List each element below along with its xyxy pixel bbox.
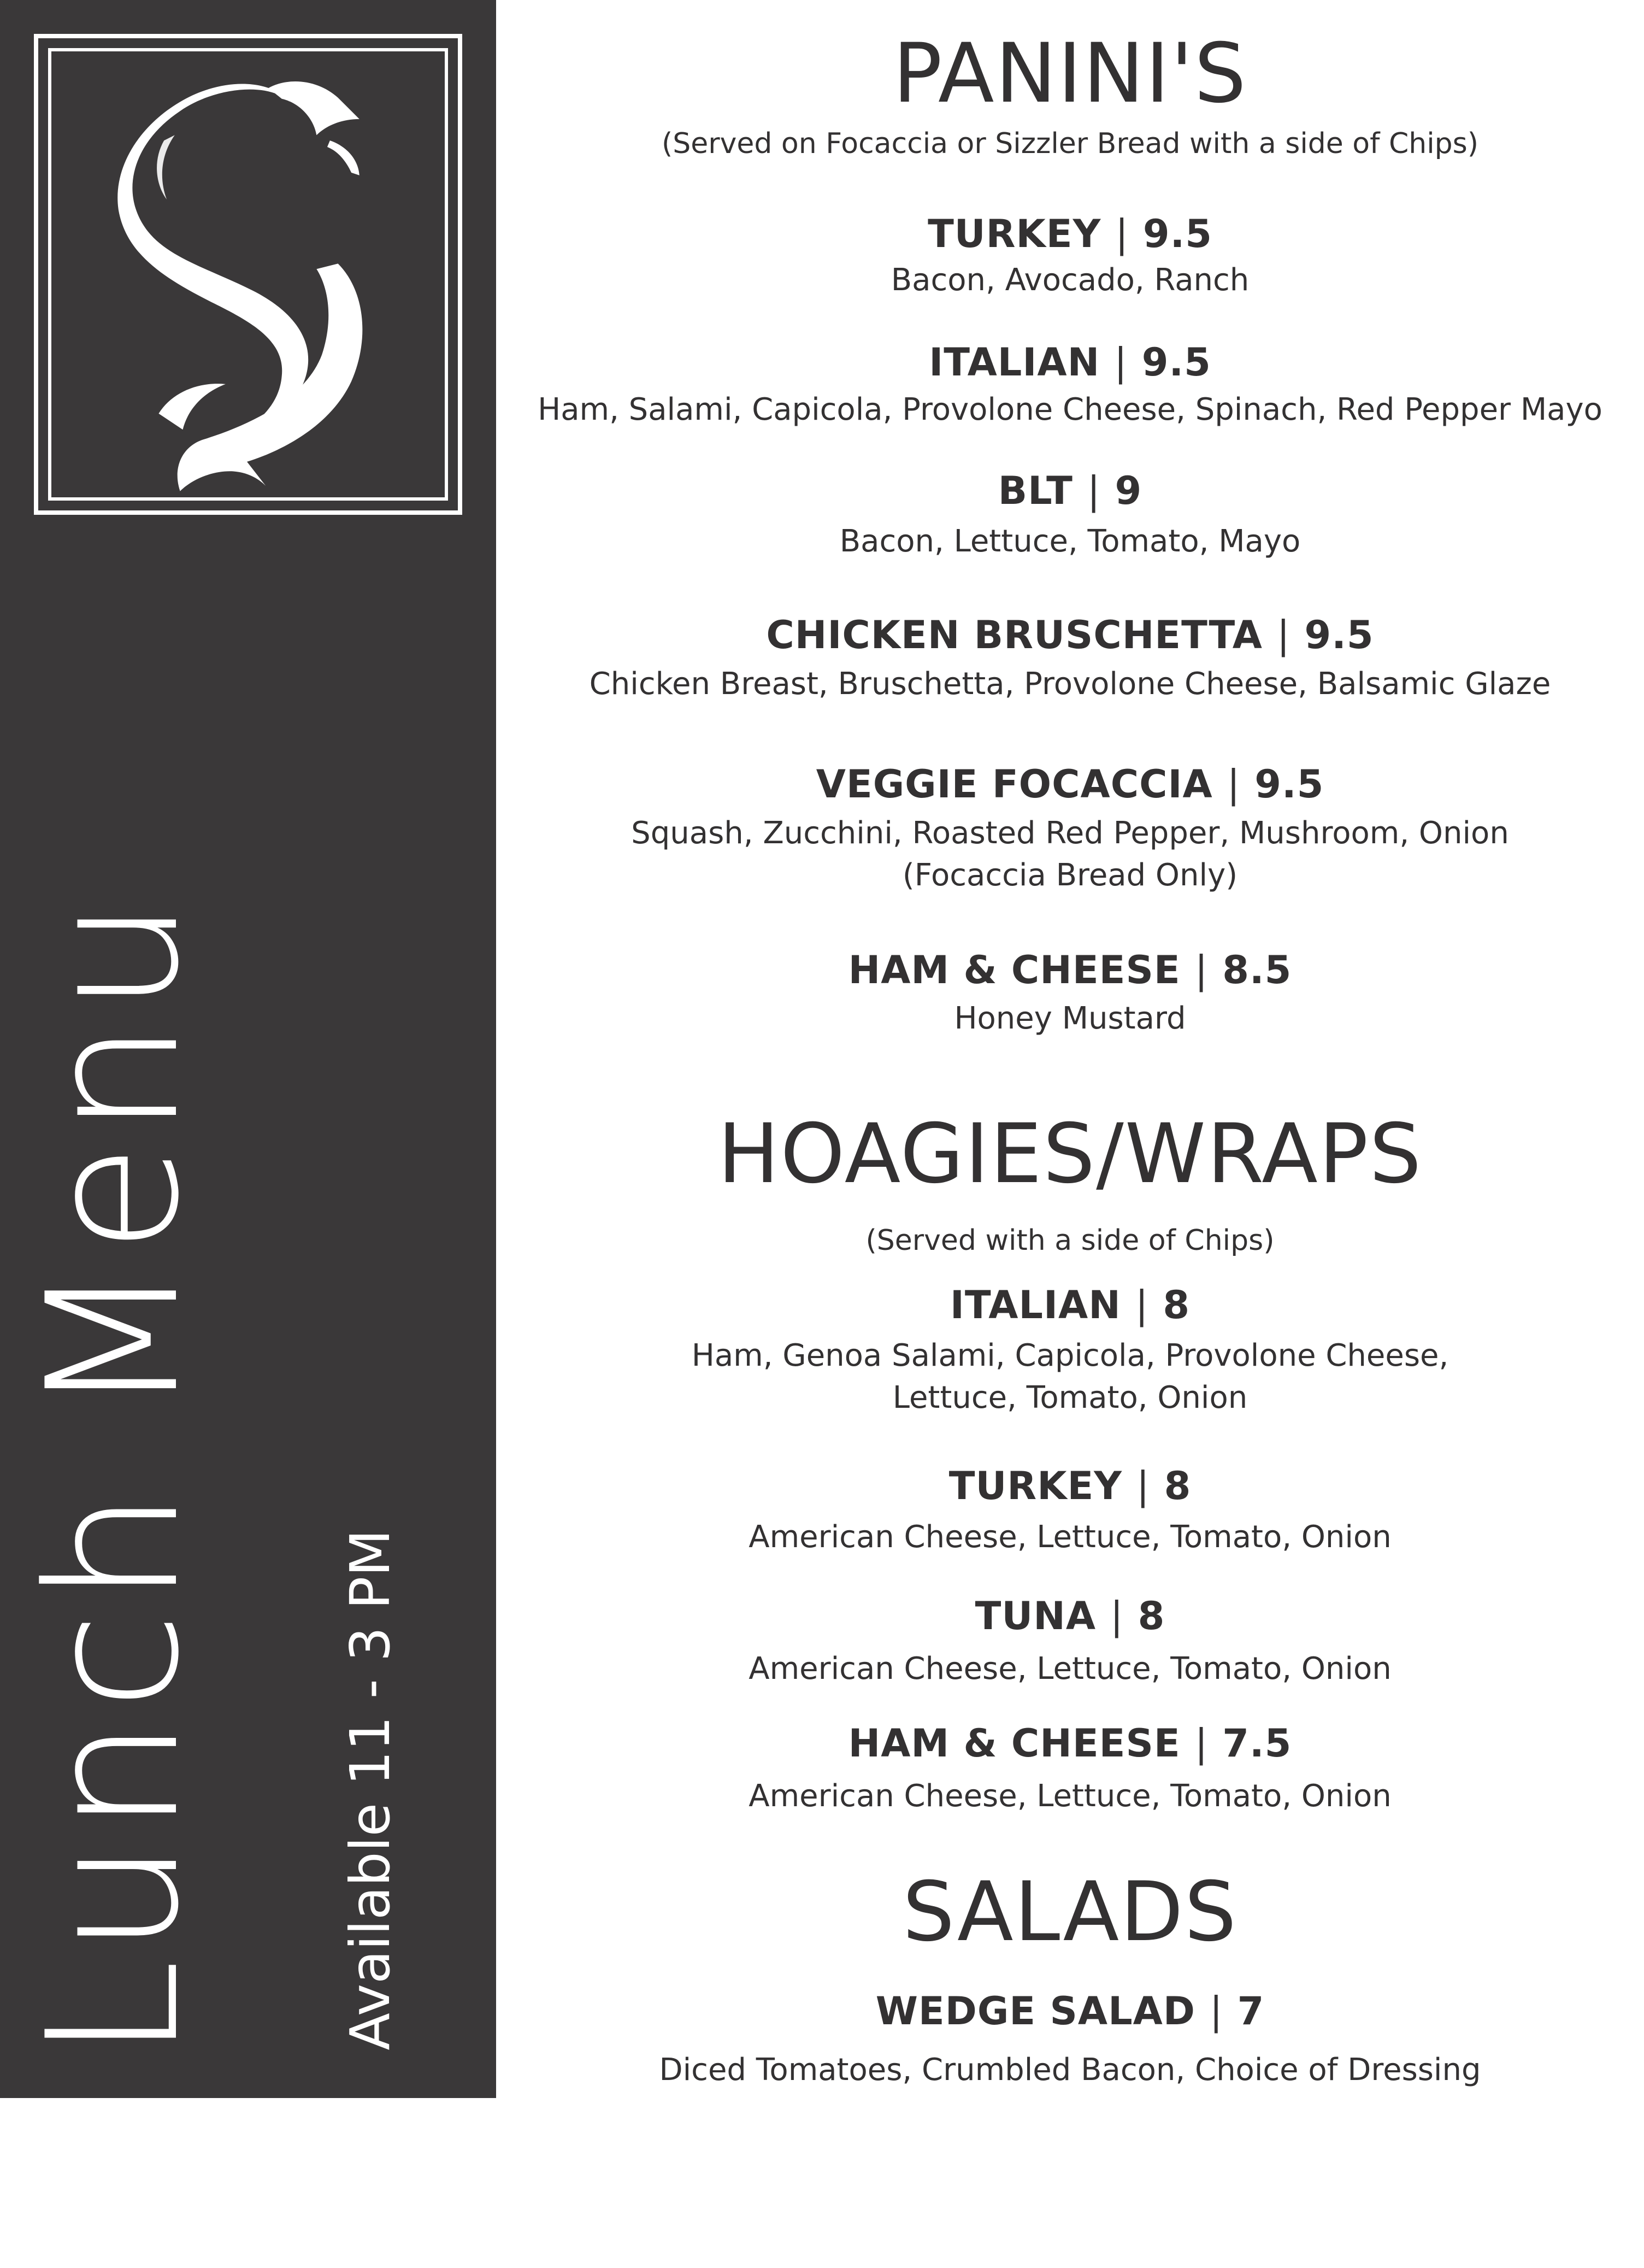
item-name: TURKEY [928, 211, 1101, 256]
item-description: Diced Tomatoes, Crumbled Bacon, Choice of Dressing [659, 2052, 1481, 2088]
hoagie-item-title [496, 1721, 1644, 1766]
panini-item-title [496, 468, 1644, 513]
item-description: Squash, Zucchini, Roasted Red Pepper, Mushroom, Onion [631, 815, 1509, 851]
item-name: HAM & CHEESE [848, 1721, 1181, 1766]
separator: | [1110, 1594, 1124, 1638]
item-description-line2: (Focaccia Bread Only) [902, 857, 1238, 893]
item-price: 9.5 [1304, 613, 1374, 657]
logo [34, 34, 462, 515]
hoagie-item-title [496, 1594, 1644, 1638]
item-price: 8 [1164, 1464, 1192, 1508]
item-description: American Cheese, Lettuce, Tomato, Onion [749, 1651, 1392, 1687]
item-description-line2: Lettuce, Tomato, Onion [892, 1380, 1248, 1415]
hoagies-heading: HOAGIES/WRAPS [717, 1107, 1423, 1202]
item-description: Bacon, Avocado, Ranch [891, 262, 1250, 298]
panini-item-title [496, 762, 1644, 807]
panini-item-title [496, 211, 1644, 256]
separator: | [1087, 468, 1101, 513]
item-price: 9.5 [1142, 211, 1212, 256]
item-price: 9.5 [1141, 340, 1211, 385]
separator: | [1115, 211, 1129, 256]
paninis-heading: PANINI'S [893, 26, 1247, 121]
item-name: ITALIAN [950, 1283, 1121, 1327]
separator: | [1209, 1989, 1223, 2034]
separator: | [1136, 1464, 1150, 1508]
separator: | [1194, 948, 1209, 992]
separator: | [1227, 762, 1241, 807]
item-price: 9.5 [1254, 762, 1324, 807]
item-name: WEDGE SALAD [875, 1989, 1195, 2034]
lunch-menu-title: Lunch Menu [9, 891, 219, 2060]
availability-text: Available 11 - 3 PM [338, 1529, 402, 2050]
item-price: 8 [1163, 1283, 1191, 1327]
hoagie-item-title [496, 1283, 1644, 1327]
salad-item-title [496, 1989, 1644, 2034]
item-price: 7.5 [1222, 1721, 1292, 1766]
blackletter-s-logo-icon [38, 38, 458, 510]
panini-item-title [496, 613, 1644, 657]
item-name: TURKEY [948, 1464, 1122, 1508]
sidebar [0, 0, 496, 2098]
item-name: CHICKEN BRUSCHETTA [766, 613, 1263, 657]
item-description: American Cheese, Lettuce, Tomato, Onion [749, 1778, 1392, 1814]
item-price: 7 [1237, 1989, 1265, 2034]
item-description: American Cheese, Lettuce, Tomato, Onion [749, 1519, 1392, 1555]
paninis-note: (Served on Focaccia or Sizzler Bread with a side of Chips) [661, 127, 1479, 160]
salads-heading: SALADS [903, 1865, 1238, 1960]
item-description: Chicken Breast, Bruschetta, Provolone Cheese, Balsamic Glaze [589, 666, 1551, 702]
item-price: 9 [1115, 468, 1142, 513]
menu-content [496, 0, 1644, 2098]
separator: | [1135, 1283, 1149, 1327]
hoagies-note: (Served with a side of Chips) [865, 1224, 1275, 1257]
item-price: 8 [1138, 1594, 1165, 1638]
item-price: 8.5 [1222, 948, 1292, 992]
item-description: Ham, Salami, Capicola, Provolone Cheese, Spinach, Red Pepper Mayo [538, 392, 1602, 427]
item-name: VEGGIE FOCACCIA [816, 762, 1213, 807]
panini-item-title [496, 948, 1644, 992]
hoagie-item-title [496, 1464, 1644, 1508]
item-name: ITALIAN [929, 340, 1100, 385]
item-description: Honey Mustard [954, 1001, 1186, 1036]
item-name: HAM & CHEESE [848, 948, 1181, 992]
item-description: Bacon, Lettuce, Tomato, Mayo [839, 524, 1301, 559]
separator: | [1276, 613, 1291, 657]
separator: | [1194, 1721, 1209, 1766]
item-name: BLT [998, 468, 1073, 513]
panini-item-title [496, 340, 1644, 385]
item-description: Ham, Genoa Salami, Capicola, Provolone Cheese, [691, 1338, 1449, 1373]
item-name: TUNA [975, 1594, 1097, 1638]
separator: | [1114, 340, 1128, 385]
